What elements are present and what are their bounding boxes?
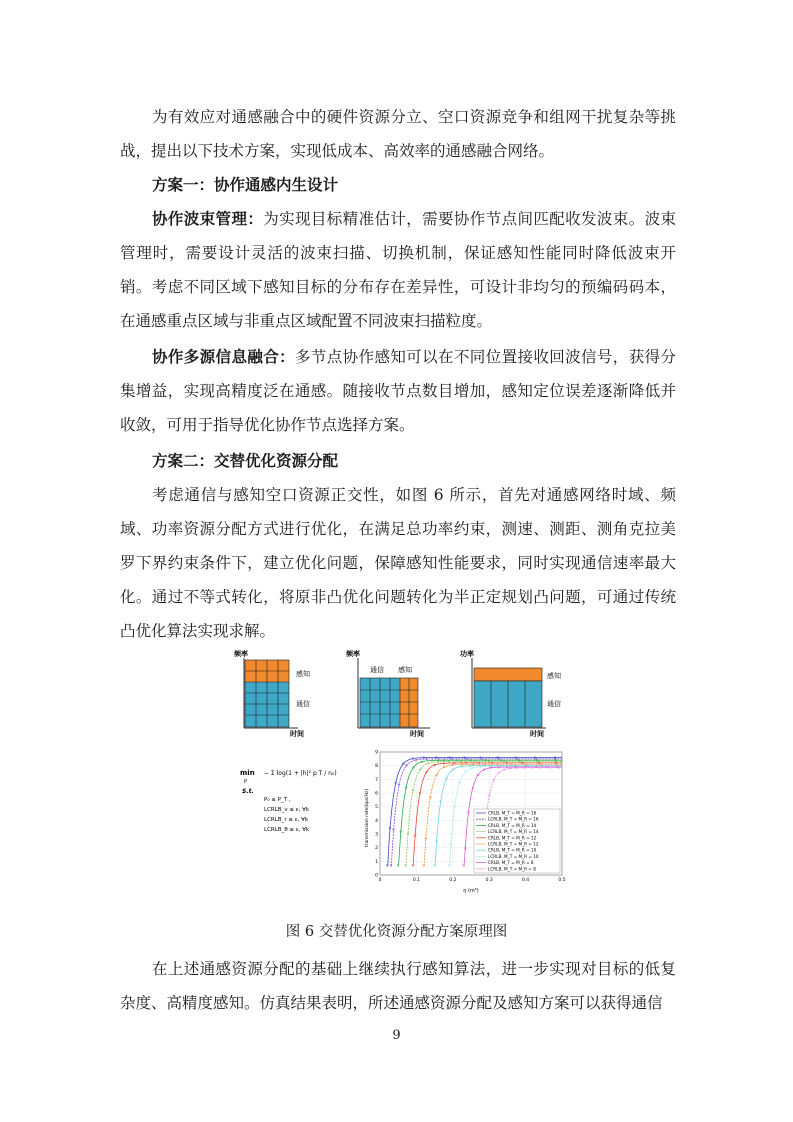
chart-ytick-label: 9	[375, 750, 378, 756]
p3-sensing-label: 感知	[547, 672, 561, 680]
p2-comm-label: 通信	[370, 666, 384, 674]
formula-variable: P	[244, 779, 248, 785]
formula-constraint-2: LCRLB_v ≤ ε, ∀k	[264, 807, 310, 813]
formula-constraint-1: P₀ ≤ P_T ,	[264, 797, 291, 803]
p1-comm-label: 通信	[296, 700, 310, 708]
lead-beam-management: 协作波束管理：	[152, 209, 264, 228]
rate-vs-eta-chart	[364, 750, 566, 895]
chart-ytick-label: 8	[375, 764, 378, 770]
chart-xtick-label: 0.5	[558, 878, 566, 883]
paragraph-results: 在上述通感资源分配的基础上继续执行感知算法，进一步实现对目标的低复杂度、高精度感知。仿真结果表明，所述通感资源分配及感知方案可以获得通信	[120, 960, 676, 1012]
p2-yaxis-label: 频率	[346, 650, 360, 658]
p2-sensing-label: 感知	[398, 666, 412, 674]
p1-yaxis-label: 频率	[234, 650, 248, 658]
formula-constraint-4: LCRLB_θ ≤ ε, ∀k	[264, 827, 310, 833]
p3-xaxis-label: 时间	[530, 730, 544, 738]
paragraph-resource-allocation: 考虑通信与感知空口资源正交性，如图 6 所示，首先对通感网络时域、频域、功率资源分配方式进行优化，在满足总功率约束，测速、测距、测角克拉美罗下界约束条件下，建立优化问题，保障感知性能要求，同时实现通信速率最大化。通过不等式转化，将原非凸优化问题转化为半正定规划凸问题，可通过传统凸优化算法实现求解。	[120, 486, 676, 640]
chart-ytick-label: 7	[375, 777, 378, 783]
chart-legend-entry: LCRLB, M_T = M_R = 16	[488, 816, 539, 822]
chart-xtick-label: 0.2	[449, 878, 457, 883]
chart-legend-entry: CRLB, M_T = M_R = 16	[488, 810, 537, 816]
chart-ytick-label: 2	[375, 846, 378, 852]
chart-ytick-label: 6	[375, 791, 378, 797]
formula-constraint-3: LCRLB_r ≤ ε, ∀k	[264, 817, 309, 823]
chart-ytick-label: 3	[375, 832, 378, 838]
p2-xaxis-label: 时间	[410, 730, 424, 738]
body-text-continued	[120, 952, 676, 1020]
chart-legend-entry: CRLB, M_T = M_R = 10	[488, 847, 537, 853]
p1-sensing-label: 感知	[296, 670, 310, 678]
heading-scheme-1: 方案一：协作通感内生设计	[152, 175, 339, 194]
chart-xtick-label: 0.3	[485, 878, 493, 883]
figure-caption: 图 6 交替优化资源分配方案原理图	[285, 924, 508, 940]
optimization-formula	[240, 769, 337, 833]
chart-legend-entry: CRLB, M_T = M_R = 14	[488, 822, 537, 828]
chart-ytick-label: 1	[375, 859, 378, 865]
chart-legend-entry: LCRLB, M_T = M_R = 8	[488, 866, 536, 872]
chart-xtick-label: 0.4	[522, 878, 530, 883]
chart-ytick-label: 0	[375, 873, 378, 879]
chart-legend-entry: LCRLB, M_T = M_R = 12	[488, 841, 539, 847]
chart-ytick-label: 5	[375, 805, 378, 811]
text-beam-management: 为实现目标精准估计，需要协作节点间匹配收发波束。波束管理时，需要设计灵活的波束扫描、切换机制，保证感知性能同时降低波束开销。考虑不同区域下感知目标的分布存在差异性，可设计非均匀的预编码码本，在通感重点区域与非重点区域配置不同波束扫描粒度。	[120, 210, 676, 330]
p3-comm-label: 通信	[547, 700, 561, 708]
panel-power-time	[460, 649, 561, 738]
chart-legend-entry: CRLB, M_T = M_R = 8	[488, 860, 534, 866]
lead-info-fusion: 协作多源信息融合：	[152, 347, 296, 366]
paragraph-info-fusion	[120, 340, 676, 442]
p3-yaxis-label: 功率	[460, 650, 474, 658]
paragraph-intro: 为有效应对通感融合中的硬件资源分立、空口资源竞争和组网干扰复杂等挑战，提出以下技术方案，实现低成本、高效率的通感融合网络。	[120, 108, 676, 160]
chart-legend-entry: LCRLB, M_T = M_R = 10	[488, 853, 539, 859]
p3-sensing-block	[474, 668, 542, 681]
chart-ylabel: transmission rate(bps/Hz)	[365, 788, 370, 848]
figure-6	[230, 648, 570, 910]
chart-xlabel: η (m²)	[463, 888, 479, 894]
chart-xtick-label: 0	[378, 878, 382, 883]
heading-scheme-2: 方案二：交替优化资源分配	[152, 451, 339, 470]
chart-legend-entry: CRLB, M_T = M_R = 12	[488, 835, 537, 841]
chart-xtick-label: 0.1	[412, 878, 420, 883]
p1-xaxis-label: 时间	[290, 730, 304, 738]
body-text	[120, 100, 676, 648]
page-number: 9	[392, 1028, 401, 1043]
formula-min: min	[240, 769, 255, 777]
figure-6-graphic	[230, 648, 570, 910]
formula-objective: − Σ log(1 + |h|² p T / n₀)	[264, 770, 337, 777]
paragraph-beam-management	[120, 202, 676, 338]
chart-ytick-label: 4	[375, 818, 378, 824]
formula-st: S.t.	[242, 788, 254, 795]
panel-frequency-time-2	[346, 649, 430, 738]
chart-legend-entry: LCRLB, M_T = M_R = 14	[488, 829, 539, 835]
text-info-fusion: 多节点协作感知可以在不同位置接收回波信号，获得分集增益，实现高精度泛在通感。随接收节点数目增加，感知定位误差逐渐降低并收敛，可用于指导优化协作节点选择方案。	[120, 348, 676, 434]
panel-frequency-time-1	[234, 649, 310, 738]
